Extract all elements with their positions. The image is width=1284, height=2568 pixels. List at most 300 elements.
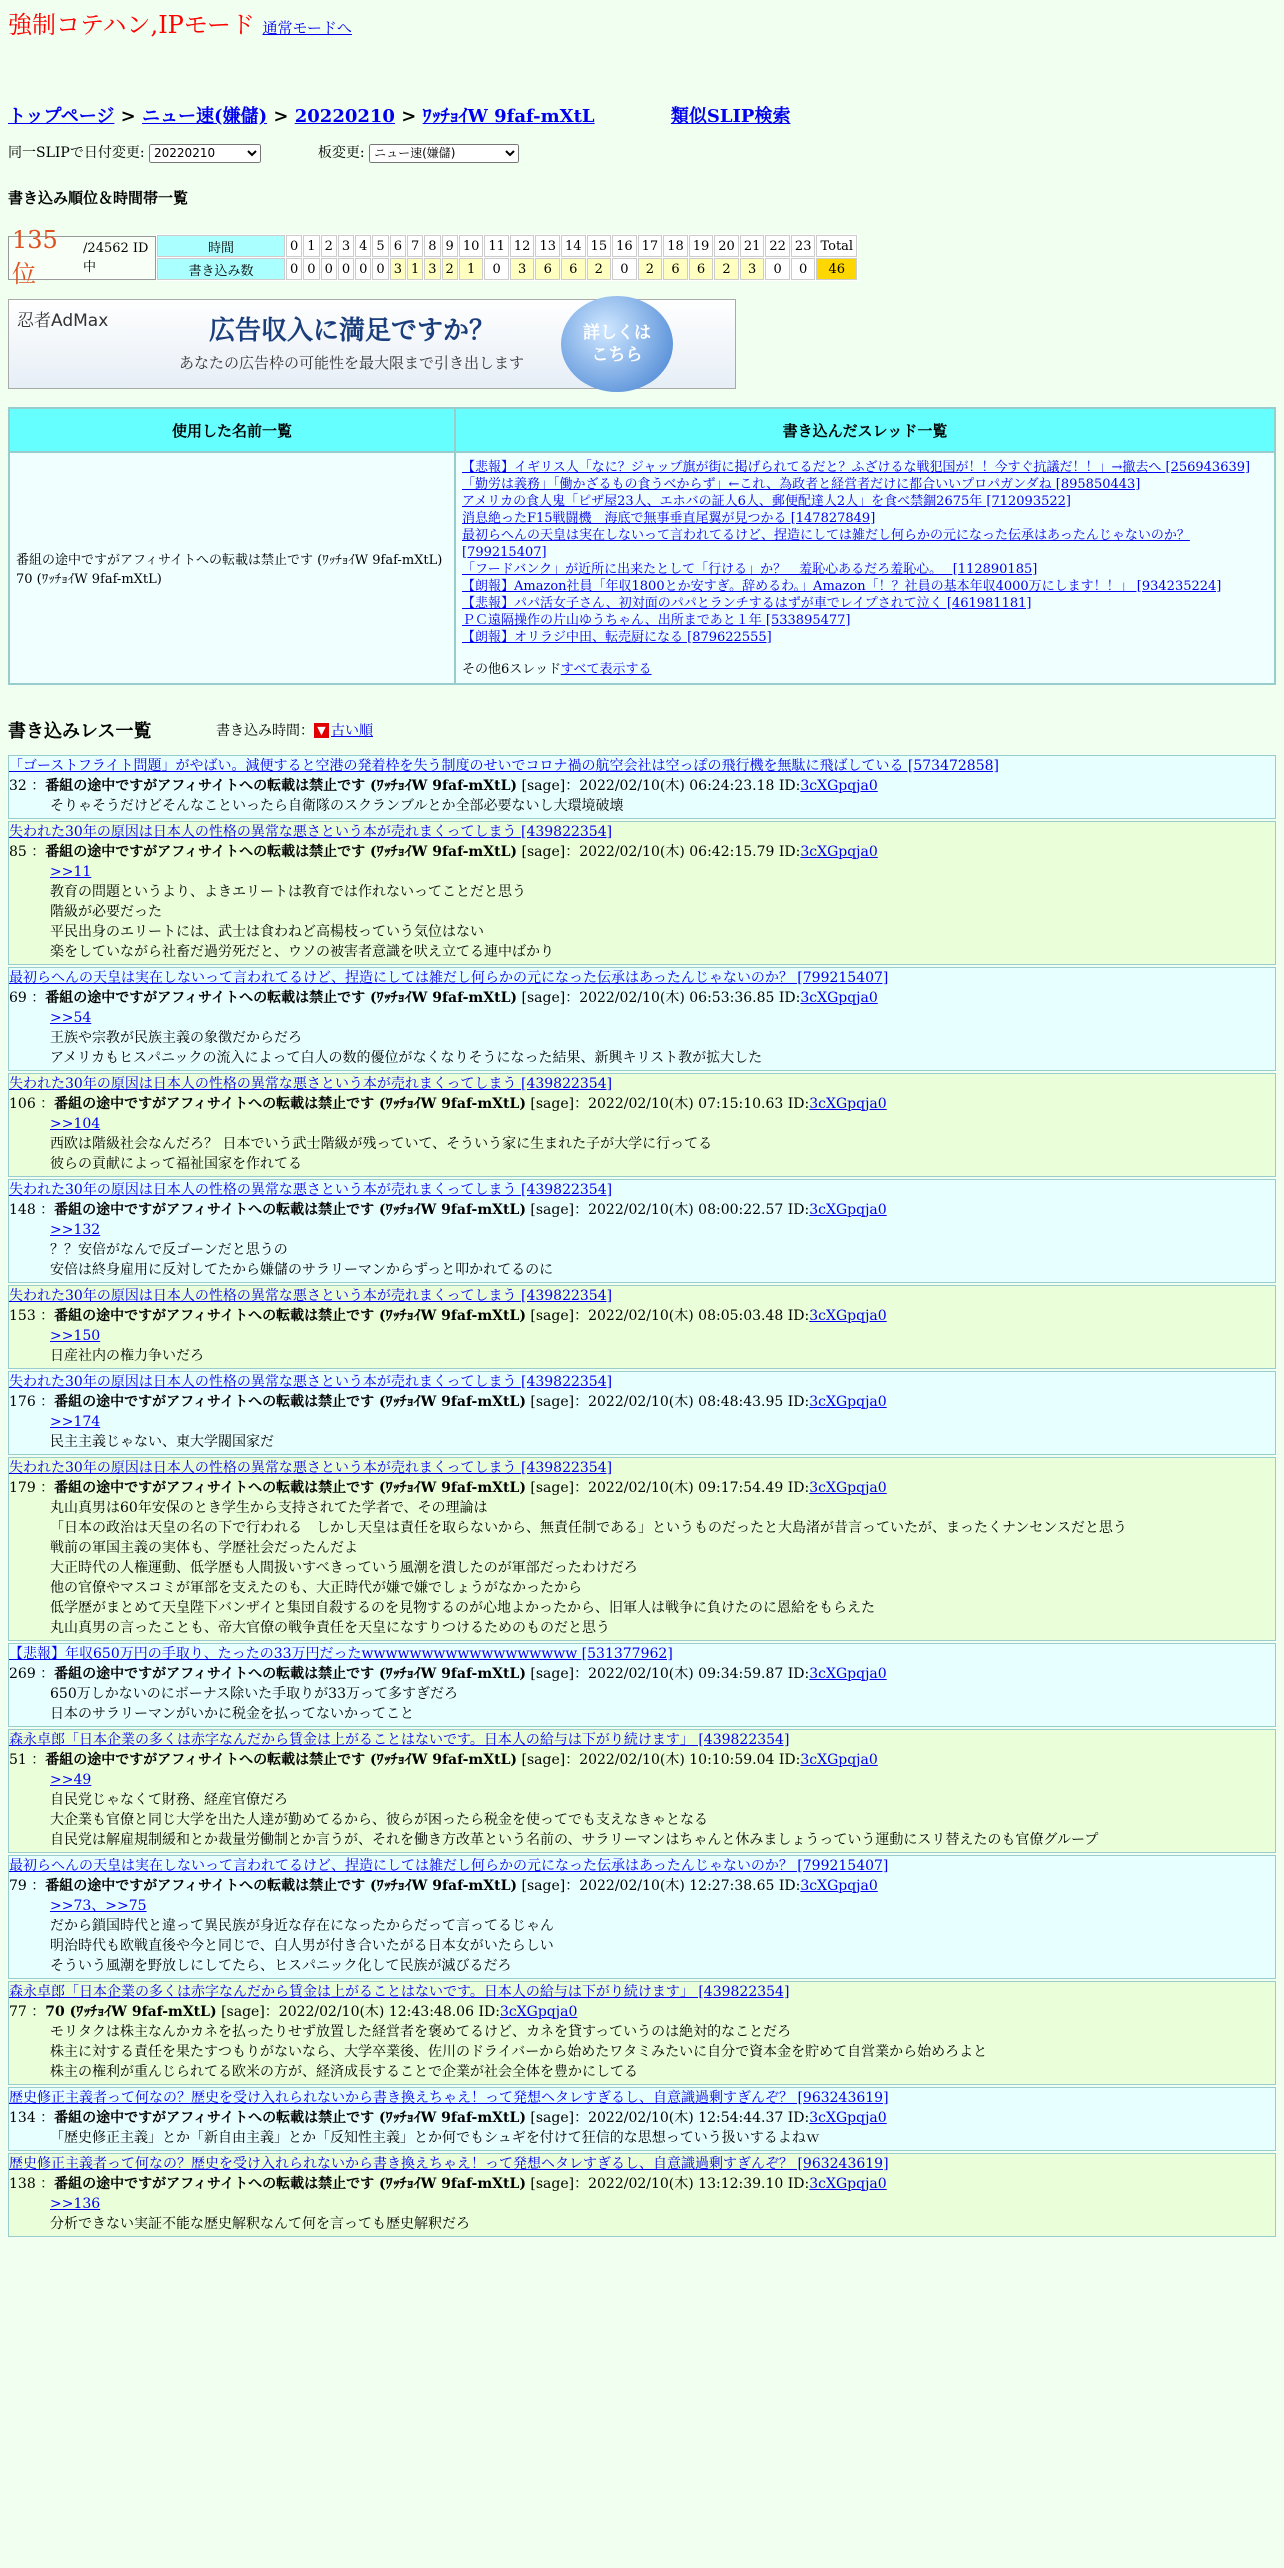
reply-anchor-link[interactable]: >>104 [50,1116,101,1132]
post [8,967,1276,1071]
sort-oldest-link[interactable]: 古い順 [331,723,373,739]
post-line: 教育の問題というより、よきエリートは教育では作れないってことだと思う [50,884,526,900]
post-sage: [sage]： [525,2176,589,2192]
post-thread-link[interactable]: 失われた30年の原因は日本人の性格の異常な悪さという本が売れまくってしまう [439822354] [9,1182,613,1198]
thread-link[interactable]: 最初らへんの天皇は実在しないって言われてるけど、捏造にしては雑だし何らかの元になった伝承はあったんじゃないのか？ [799215407] [462,528,1190,560]
count-cell: 0 [791,258,816,280]
post-number: 32 ： [9,778,46,794]
post-sage: [sage]： [525,1480,589,1496]
post-id-label: ID: [778,778,801,794]
post-id-label: ID: [787,1096,810,1112]
post-body [9,1008,1275,1068]
post-line: 安倍は終身雇用に反対してたから嫌儲のサラリーマンからずっと叩かれてるのに [50,1262,554,1278]
rank-heading: 書き込み順位＆時間帯一覧 [8,189,189,207]
thread-link[interactable]: 消息絶ったF15戦闘機 海底で無事垂直尾翼が見つかる [147827849] [462,511,876,526]
post-thread-link[interactable]: 【悲報】年収650万円の手取り、たったの33万円だったwwwwwwwwwwwwwwwwww [531377962] [9,1646,673,1662]
post-meta [9,2002,1275,2022]
post-meta [9,1094,1275,1114]
post-number: 134 ： [9,2110,55,2126]
post-line: 日産社内の権力争いだろ [50,1348,204,1364]
hour-cell: 11 [484,235,509,257]
post-number: 179 ： [9,1480,55,1496]
more-threads [462,658,1268,677]
breadcrumb-slip-link[interactable]: ﾜｯﾁｮｲW 9faf-mXtL [422,106,595,127]
names-cell [9,452,455,684]
count-cell: 0 [338,258,354,280]
count-cell: 0 [765,258,790,280]
post-body [9,1684,1275,1724]
reply-anchor [50,1770,1275,1790]
post-sage: [sage]： [525,2110,589,2126]
post-id-link[interactable]: 3cXGpqja0 [809,1666,887,1682]
hour-cell: 12 [510,235,535,257]
post-id-label: ID: [787,2110,810,2126]
post [8,1643,1276,1727]
post-sage: [sage]： [517,844,580,860]
post-line: ？？安倍がなんで反ゴーンだと思うの [50,1242,288,1258]
post-meta [9,1200,1275,1220]
post-date: 2022/02/10(木) 13:12:39.10 [588,2176,788,2192]
post-line: 「日本の政治は天皇の名の下で行われる しかし天皇は責任を取らないから、無責任制である」というものだったと大島渚が昔言っていたが、まったくナンセンスだと思う [50,1520,1127,1536]
post-line: 株主の権利が重んじられてる欧米の方が、経済成長することで企業が社会全体を豊かにしてる [50,2064,638,2080]
hourly-table [156,234,858,281]
ad-banner[interactable] [8,299,736,389]
post-author: 番組の途中ですがアフィサイトへの転載は禁止です (ﾜｯﾁｮｲW 9faf-mXtL) [54,1666,526,1682]
post-sage: [sage]： [216,2004,279,2020]
breadcrumb-top-link[interactable]: トップページ [8,106,115,127]
post-number: 269 ： [9,1666,55,1682]
post-number: 51 ： [9,1752,46,1768]
thread-list-item [462,561,1268,578]
post-line: 民主主義じゃない、東大学閥国家だ [50,1434,274,1450]
post-author: 番組の途中ですがアフィサイトへの転載は禁止です (ﾜｯﾁｮｲW 9faf-mXtL) [54,2110,526,2126]
post-date: 2022/02/10(木) 08:05:03.48 [588,1308,788,1324]
show-all-threads-link[interactable]: すべて表示する [560,662,652,677]
count-cell: 0 [372,258,388,280]
reply-anchor-link[interactable]: >>150 [50,1328,101,1344]
count-cell: 0 [286,258,302,280]
post-line: モリタクは株主なんかカネを払ったりせず放置した経営者を褒めてるけど、カネを貸すっていうのは絶対的なことだろ [50,2024,792,2040]
post-id-label: ID: [778,990,801,1006]
post-sage: [sage]： [525,1308,589,1324]
post-author: 番組の途中ですがアフィサイトへの転載は禁止です (ﾜｯﾁｮｲW 9faf-mXtL) [54,1096,526,1112]
post-author: 番組の途中ですがアフィサイトへの転載は禁止です (ﾜｯﾁｮｲW 9faf-mXtL) [45,1878,518,1894]
thread-list-item [462,612,1268,629]
ad-headline: 広告収入に満足ですか？ [209,316,496,346]
post-id-link[interactable]: 3cXGpqja0 [809,2176,887,2192]
post-line: 戦前の軍国主義の実体も、学歴社会だったんだよ [50,1540,358,1556]
hour-cell: Total [816,235,857,257]
post-line: 他の官僚やマスコミが軍部を支えたのも、大正時代が嫌で嫌でしょうがなかったから [50,1580,582,1596]
thread-list-item [462,629,1268,646]
reply-anchor [50,1220,1275,1240]
time-label: 時間 [157,235,285,257]
ad-cta-label: 詳しくはこちら [583,323,651,365]
post-number: 69 ： [9,990,46,1006]
post-meta [9,2174,1275,2194]
post [8,1729,1276,1853]
post-id-label: ID: [787,1480,810,1496]
count-cell: 46 [816,258,857,280]
post-id-link[interactable]: 3cXGpqja0 [800,1752,878,1768]
post-body [9,1498,1275,1638]
reply-anchor [50,1326,1275,1346]
post-id-label: ID: [787,1666,810,1682]
hour-cell: 3 [338,235,354,257]
hour-cell: 8 [424,235,440,257]
hour-cell: 10 [459,235,484,257]
post-thread-link[interactable]: 「ゴーストフライト問題」がやばい。減便すると空港の発着枠を失う制度のせいでコロナ禍の航空会社は空っぽの飛行機を無駄に飛ばしている [573472858] [9,758,999,774]
post-author: 番組の途中ですがアフィサイトへの転載は禁止です (ﾜｯﾁｮｲW 9faf-mXtL) [45,844,518,860]
post-date: 2022/02/10(木) 09:17:54.49 [588,1480,788,1496]
breadcrumb-date-link[interactable]: 20220210 [294,106,395,127]
hour-cell: 5 [372,235,388,257]
post-line: 丸山真男は60年安保のとき学生から支持されてた学者で、その理論は [50,1500,488,1516]
used-name: 70 (ﾜｯﾁｮｲW 9faf-mXtL) [16,572,162,587]
counts-row [157,258,857,280]
post-number: 85 ： [9,844,46,860]
post-id-link[interactable]: 3cXGpqja0 [800,844,878,860]
thread-list-item [462,510,1268,527]
post-line: 日本のサラリーマンがいかに税金を払ってないかってこと [50,1706,414,1722]
post [8,821,1276,965]
post-line: そういう風潮を野放しにしてたら、ヒスパニック化して民族が滅びるだろ [50,1958,512,1974]
post-body [9,1326,1275,1366]
post-body [9,1412,1275,1452]
post-id-link[interactable]: 3cXGpqja0 [800,990,878,1006]
thread-list-item [462,476,1268,493]
thread-link[interactable]: ＰＣ遠隔操作の片山ゆうちゃん、出所まであと１年 [533895477] [462,613,851,628]
post-id-label: ID: [787,1394,810,1410]
post-number: 106 ： [9,1096,55,1112]
post-sage: [sage]： [517,1878,580,1894]
ad-cta-button[interactable] [561,296,673,392]
post-sage: [sage]： [525,1202,589,1218]
post-line: 西欧は階級社会なんだろ？ 日本でいう武士階級が残っていて、そういう家に生まれた子が大学に行ってる [50,1136,713,1152]
thread-link[interactable]: アメリカの食人鬼「ピザ屋23人、エホバの証人6人、郵便配達人2人」を食べ禁錮2675年 [712093522] [462,494,1071,509]
count-label: 書き込み数 [157,258,285,280]
post-line: 分析できない実証不能な歴史解釈なんて何を言っても歴史解釈だろ [50,2216,470,2232]
used-name: 番組の途中ですがアフィサイトへの転載は禁止です (ﾜｯﾁｮｲW 9faf-mXtL) [16,553,443,568]
post-id-label: ID: [778,1878,801,1894]
post-number: 148 ： [9,1202,55,1218]
reply-anchor-link[interactable]: >>73、>>75 [50,1898,147,1914]
post-author: 番組の途中ですがアフィサイトへの転載は禁止です (ﾜｯﾁｮｲW 9faf-mXtL) [54,1394,526,1410]
hour-cell: 0 [286,235,302,257]
reply-anchor-link[interactable]: >>49 [50,1772,92,1788]
post-number: 176 ： [9,1394,55,1410]
post [8,1855,1276,1979]
names-threads-table [8,407,1276,685]
post-author: 番組の途中ですがアフィサイトへの転載は禁止です (ﾜｯﾁｮｲW 9faf-mXtL) [54,1202,526,1218]
post-thread-link[interactable]: 最初らへんの天皇は実在しないって言われてるけど、捏造にしては雑だし何らかの元になった伝承はあったんじゃないのか？ [799215407] [9,970,889,986]
hour-cell: 4 [355,235,371,257]
reply-anchor [50,2194,1275,2214]
count-cell: 0 [355,258,371,280]
hour-cell: 21 [740,235,765,257]
reply-anchor [50,862,1275,882]
posts-heading: 書き込みレス一覧 [8,721,152,742]
breadcrumb-sep: > [273,106,289,127]
post-date: 2022/02/10(木) 12:27:38.65 [579,1878,779,1894]
similar-slip-search-link[interactable]: 類似SLIP検索 [670,106,791,127]
post-sage: [sage]： [525,1394,589,1410]
post-body [9,1114,1275,1174]
post-line: 平民出身のエリートには、武士は食わねど高楊枝っていう気位はない [50,924,484,940]
thread-list-item [462,578,1268,595]
more-threads-count: その他6スレッド [462,662,561,677]
post-date: 2022/02/10(木) 06:24:23.18 [579,778,779,794]
post-author: 番組の途中ですがアフィサイトへの転載は禁止です (ﾜｯﾁｮｲW 9faf-mXtL) [45,1752,518,1768]
count-cell: 0 [612,258,637,280]
post-meta [9,988,1275,1008]
reply-anchor-link[interactable]: >>11 [50,864,92,880]
post-line: 大正時代の人権運動、低学歴も人間扱いすべきっていう風潮を潰したのが軍部だったわけだろ [50,1560,638,1576]
post [8,2087,1276,2151]
count-cell: 0 [303,258,319,280]
count-cell: 3 [424,258,440,280]
post-date: 2022/02/10(木) 06:53:36.85 [579,990,779,1006]
hour-cell: 6 [390,235,406,257]
breadcrumb-board-link[interactable]: ニュー速(嫌儲) [142,106,268,127]
post-author: 番組の途中ですがアフィサイトへの転載は禁止です (ﾜｯﾁｮｲW 9faf-mXtL) [45,990,518,1006]
sort-label: 書き込み時間： [216,723,314,739]
post [8,1981,1276,2085]
post [8,755,1276,819]
post-date: 2022/02/10(木) 09:34:59.87 [588,1666,788,1682]
post-body [9,2022,1275,2082]
count-cell: 6 [535,258,560,280]
post-body [9,1896,1275,1976]
post-line: 自民党じゃなくて財務、経産官僚だろ [50,1792,288,1808]
count-cell: 3 [390,258,406,280]
reply-anchor-link[interactable]: >>136 [50,2196,101,2212]
post-id-link[interactable]: 3cXGpqja0 [809,1096,887,1112]
post-id-link[interactable]: 3cXGpqja0 [499,2004,578,2020]
post-number: 153 ： [9,1308,55,1324]
hour-cell: 1 [303,235,319,257]
reply-anchor [50,1412,1275,1432]
post-thread-link[interactable]: 失われた30年の原因は日本人の性格の異常な悪さという本が売れまくってしまう [439822354] [9,1288,613,1304]
post-meta [9,1478,1275,1498]
hour-cell: 13 [535,235,560,257]
count-cell: 3 [510,258,535,280]
rank-box [8,226,156,288]
thread-list-item [462,595,1268,612]
count-cell: 6 [689,258,714,280]
hour-cell: 15 [587,235,612,257]
post-line: 自民党は解雇規制緩和とか裁量労働制とか言うが、それを働き方改革という名前の、サラリーマンはちゃんと休みましょうっていう運動にスリ替えたのも官僚グループ [50,1832,1099,1848]
post-meta [9,1664,1275,1684]
post-meta [9,842,1275,862]
post-line: アメリカもヒスパニックの流入によって白人の数的優位がなくなりそうになった結果、新興キリスト教が拡大した [50,1050,763,1066]
thread-link[interactable]: 「勤労は義務」「働かざるもの食うべからず」←これ、為政者と経営者だけに都合いいプロパガンダね [895850443] [462,477,1141,492]
count-cell: 6 [561,258,586,280]
hour-cell: 2 [321,235,337,257]
reply-anchor-link[interactable]: >>174 [50,1414,101,1430]
count-cell: 3 [740,258,765,280]
thread-link[interactable]: 【朗報】オリラジ中田、転売厨になる [879622555] [462,630,772,645]
post-meta [9,776,1275,796]
posts-header [8,717,1276,743]
reply-anchor-link[interactable]: >>132 [50,1222,101,1238]
post-sage: [sage]： [525,1096,589,1112]
post-body [9,2128,1275,2148]
reply-anchor [50,1896,1275,1916]
post-id-link[interactable]: 3cXGpqja0 [809,1480,887,1496]
page-title [8,8,1276,45]
post-line: だから鎖国時代と違って異民族が身近な存在になったからだって言ってるじゃん [50,1918,554,1934]
post-meta [9,1306,1275,1326]
post-line: 大企業も官僚と同じ大学を出た人達が勤めてるから、彼らが困ったら税金を使ってでも支えなきゃとなる [50,1812,708,1828]
hour-cell: 9 [442,235,458,257]
thread-link[interactable]: 「フードバンク」が近所に出来たとして「行ける」か？ 羞恥心あるだろ羞恥心。 [112890185] [462,562,1038,577]
post-meta [9,1750,1275,1770]
post-sage: [sage]： [517,778,580,794]
selector-row [8,141,1276,165]
breadcrumb [8,103,1276,131]
post-thread-link[interactable]: 最初らへんの天皇は実在しないって言われてるけど、捏造にしては雑だし何らかの元になった伝承はあったんじゃないのか？ [799215407] [9,1858,889,1874]
post-date: 2022/02/10(木) 10:10:59.04 [579,1752,779,1768]
reply-anchor [50,1008,1275,1028]
post-thread-link[interactable]: 失われた30年の原因は日本人の性格の異常な悪さという本が売れまくってしまう [439822354] [9,1076,613,1092]
post-number: 79 ： [9,1878,46,1894]
post-date: 2022/02/10(木) 12:43:48.06 [278,2004,479,2020]
hour-cell: 23 [791,235,816,257]
post-line: 「歴史修正主義」とか「新自由主義」とか「反知性主義」とか何でもシュギを付けて狂信的な思想っていう扱いするよねｗ [50,2130,820,2146]
threads-column-header: 書き込んだスレッド一覧 [455,408,1275,452]
post-line: 楽をしていながら社畜だ過労死だと、ウソの被害者意識を吠え立てる連中ばかり [50,944,554,960]
post [8,1073,1276,1177]
post-line: 株主に対する責任を果たすつもりがないなら、大学卒業後、佐川のドライバーから始めたワタミみたいに自分で資本金を貯めて自営業から始めろよと [50,2044,988,2060]
post-line: 明治時代も欧戦直後や今と同じで、白人男が付き合いたがる日本女がいたらしい [50,1938,554,1954]
hour-cell: 16 [612,235,637,257]
post-date: 2022/02/10(木) 06:42:15.79 [579,844,779,860]
count-cell: 2 [638,258,663,280]
count-cell: 6 [663,258,688,280]
post-body [9,796,1275,816]
thread-link[interactable]: 【悲報】パパ活女子さん、初対面のパパとランチするはずが車でレイプされて泣く [461981181] [462,596,1032,611]
rank-area [8,226,1276,288]
post-sage: [sage]： [517,990,580,1006]
count-cell: 2 [714,258,739,280]
post [8,1371,1276,1455]
post-line: 彼らの貢献によって福祉国家を作れてる [50,1156,302,1172]
post-line: 王族や宗教が民族主義の象徴だからだろ [50,1030,302,1046]
thread-link[interactable]: 【悲報】イギリス人「なに？ジャップ旗が街に掲げられてるだと？ふざけるな戦犯国が！！今すぐ抗議だ！！」→撤去へ [256943639] [462,460,1251,475]
post-id-link[interactable]: 3cXGpqja0 [800,778,878,794]
post-number: 138 ： [9,2176,55,2192]
thread-list-item [462,459,1268,476]
post-line: 丸山真男の言ったことも、帝大官僚の戦争責任を天皇になすりつけるためのものだと思う [50,1620,610,1636]
post-sage: [sage]： [525,1666,589,1682]
post-thread-link[interactable]: 森永卓郎「日本企業の多くは赤字なんだから賃金は上がることはないです。日本人の給与は下がり続けます」 [439822354] [9,1984,790,2000]
hour-cell: 14 [561,235,586,257]
page-title-text: 強制コテハン,IPモード [8,11,255,39]
posts-list [8,755,1276,2237]
post-date: 2022/02/10(木) 08:48:43.95 [588,1394,788,1410]
post-author: 番組の途中ですがアフィサイトへの転載は禁止です (ﾜｯﾁｮｲW 9faf-mXtL) [54,2176,526,2192]
post [8,2153,1276,2237]
post [8,1457,1276,1641]
board-select-label: 板変更: [317,145,365,161]
post-thread-link[interactable]: 失われた30年の原因は日本人の性格の異常な悪さという本が売れまくってしまう [439822354] [9,824,613,840]
count-cell: 1 [407,258,423,280]
normal-mode-link[interactable]: 通常モードへ [262,19,352,37]
post [8,1179,1276,1283]
thread-list [462,459,1268,646]
post-body [9,2194,1275,2234]
post-date: 2022/02/10(木) 07:15:10.63 [588,1096,788,1112]
post-id-link[interactable]: 3cXGpqja0 [809,1308,887,1324]
breadcrumb-sep: > [401,106,417,127]
hour-cell: 7 [407,235,423,257]
post-id-label: ID: [778,844,801,860]
ad-subtext: あなたの広告枠の可能性を最大限まで引き出します [179,354,525,372]
post-id-label: ID: [478,2004,500,2020]
post-id-label: ID: [787,1202,810,1218]
post-id-link[interactable]: 3cXGpqja0 [800,1878,878,1894]
count-cell: 2 [442,258,458,280]
post-date: 2022/02/10(木) 08:00:22.57 [588,1202,788,1218]
ad-logo: 忍者AdMax [17,311,109,331]
post-meta [9,1392,1275,1412]
post-date: 2022/02/10(木) 12:54:44.37 [588,2110,788,2126]
count-cell: 2 [587,258,612,280]
post-line: 低学歴がまとめて天皇陛下バンザイと集団自殺するのを見物するのが心地よかったから、旧軍人は戦争に負けたのに恩給をもらえた [50,1600,876,1616]
thread-list-item [462,493,1268,510]
post-meta [9,2108,1275,2128]
hour-cell: 19 [689,235,714,257]
reply-anchor-link[interactable]: >>54 [50,1010,92,1026]
post-line: そりゃそうだけどそんなこといったら自衛隊のスクランブルとか全部必要ないし大環境破壊 [50,798,624,814]
post-thread-link[interactable]: 歴史修正主義者って何なの？歴史を受け入れられないから書き換えちゃえ！って発想ヘタレすぎるし、自意識過剰すぎんぞ？ [963243619] [9,2156,889,2172]
post-author: 番組の途中ですがアフィサイトへの転載は禁止です (ﾜｯﾁｮｲW 9faf-mXtL) [54,1308,526,1324]
reply-anchor [50,1114,1275,1134]
post-id-label: ID: [787,2176,810,2192]
date-select[interactable] [149,144,261,163]
threads-cell [455,452,1275,684]
post-id-link[interactable]: 3cXGpqja0 [809,1394,887,1410]
thread-list-item [462,527,1268,561]
post-body [9,862,1275,962]
sort-direction-icon: ▼ [314,723,329,738]
post-thread-link[interactable]: 森永卓郎「日本企業の多くは赤字なんだから賃金は上がることはないです。日本人の給与は下がり続けます」 [439822354] [9,1732,790,1748]
post-body [9,1220,1275,1280]
count-cell: 1 [459,258,484,280]
rank-total: /24562 ID中 [83,240,149,275]
post-id-link[interactable]: 3cXGpqja0 [809,2110,887,2126]
count-cell: 0 [484,258,509,280]
post-thread-link[interactable]: 失われた30年の原因は日本人の性格の異常な悪さという本が売れまくってしまう [439822354] [9,1374,613,1390]
board-select[interactable] [369,144,519,163]
post [8,1285,1276,1369]
post-author: 番組の途中ですがアフィサイトへの転載は禁止です (ﾜｯﾁｮｲW 9faf-mXtL) [45,778,518,794]
post-id-label: ID: [787,1308,810,1324]
post-author: 70 (ﾜｯﾁｮｲW 9faf-mXtL) [45,2004,217,2020]
hour-cell: 17 [638,235,663,257]
hour-cell: 20 [714,235,739,257]
date-select-label: 同一SLIPで日付変更: [8,145,145,161]
post-thread-link[interactable]: 歴史修正主義者って何なの？歴史を受け入れられないから書き換えちゃえ！って発想ヘタレすぎるし、自意識過剰すぎんぞ？ [963243619] [9,2090,889,2106]
breadcrumb-sep: > [120,106,136,127]
thread-link[interactable]: 【朗報】Amazon社員「年収1800とか安すぎ。辞めるわ。」Amazon「！？社員の基本年収4000万にします！！」 [934235224] [462,579,1222,594]
post-id-link[interactable]: 3cXGpqja0 [809,1202,887,1218]
names-column-header: 使用した名前一覧 [9,408,455,452]
post-author: 番組の途中ですがアフィサイトへの転載は禁止です (ﾜｯﾁｮｲW 9faf-mXtL) [54,1480,526,1496]
post-thread-link[interactable]: 失われた30年の原因は日本人の性格の異常な悪さという本が売れまくってしまう [439822354] [9,1460,613,1476]
post-meta [9,1876,1275,1896]
